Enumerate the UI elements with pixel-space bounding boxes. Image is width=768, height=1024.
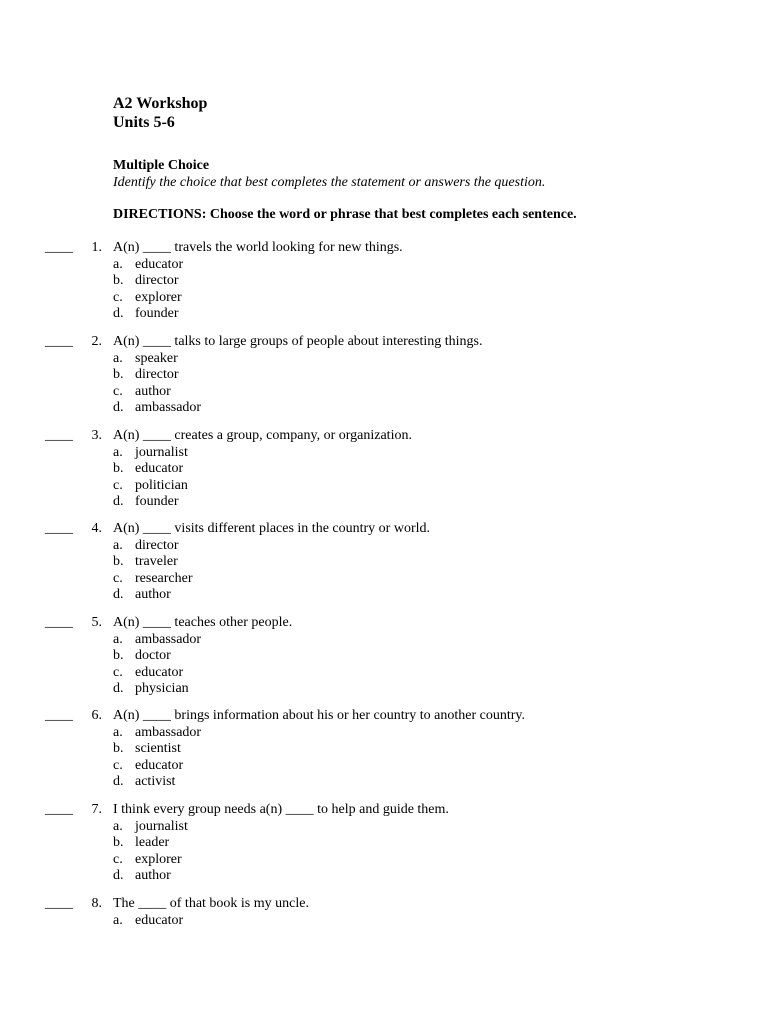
option-text: ambassador: [135, 400, 202, 415]
answer-blank[interactable]: ____: [45, 334, 73, 349]
option-text: educator: [135, 461, 184, 476]
question-number: 5.: [91, 615, 102, 630]
option-letter: d.: [113, 774, 124, 789]
option-text: politician: [135, 477, 188, 493]
option-letter: c.: [113, 383, 123, 399]
option-letter: a.: [113, 256, 123, 272]
option-letter: c.: [113, 757, 123, 773]
option-text: educator: [135, 664, 184, 680]
worksheet-title: A2 Workshop: [113, 95, 208, 112]
option-letter: d.: [113, 306, 124, 321]
answer-blank[interactable]: ____: [45, 521, 73, 536]
answer-blank[interactable]: ____: [45, 428, 73, 443]
answer-blank[interactable]: ____: [45, 896, 73, 911]
section-heading: Multiple Choice: [113, 158, 210, 173]
question-stem: A(n) ____ visits different places in the country or world.: [113, 521, 431, 536]
option-letter: c.: [113, 664, 123, 680]
directions: DIRECTIONS: Choose the word or phrase that best completes each sentence.: [113, 207, 577, 222]
question-number: 4.: [91, 521, 102, 536]
option-text: educator: [135, 912, 184, 928]
option-text: researcher: [135, 570, 193, 586]
option-text: physician: [135, 681, 189, 696]
option-letter: b.: [113, 554, 124, 569]
option-letter: c.: [113, 289, 123, 305]
option-letter: c.: [113, 477, 123, 493]
answer-blank[interactable]: ____: [45, 708, 73, 723]
option-text: doctor: [135, 648, 171, 663]
option-text: director: [135, 273, 179, 288]
question-number: 6.: [91, 708, 102, 723]
option-text: author: [135, 383, 171, 399]
question-stem: A(n) ____ creates a group, company, or organization.: [113, 428, 412, 443]
option-text: ambassador: [135, 724, 202, 740]
question-stem: The ____ of that book is my uncle.: [113, 896, 309, 911]
section-instructions: Identify the choice that best completes the statement or answers the question.: [113, 174, 546, 190]
question-number: 7.: [91, 802, 102, 817]
option-text: educator: [135, 757, 184, 773]
option-letter: b.: [113, 273, 124, 288]
question-number: 1.: [91, 240, 102, 255]
option-text: founder: [135, 494, 179, 509]
option-letter: c.: [113, 570, 123, 586]
option-text: director: [135, 367, 179, 382]
option-letter: a.: [113, 537, 123, 553]
answer-blank[interactable]: ____: [45, 802, 73, 817]
option-letter: d.: [113, 868, 124, 883]
option-text: founder: [135, 306, 179, 321]
option-letter: a.: [113, 912, 123, 928]
option-text: explorer: [135, 289, 182, 305]
option-text: journalist: [135, 444, 188, 460]
worksheet-subtitle: Units 5-6: [113, 114, 175, 131]
option-text: activist: [135, 774, 176, 789]
option-letter: d.: [113, 587, 124, 602]
option-letter: b.: [113, 835, 124, 850]
question-stem: A(n) ____ teaches other people.: [113, 615, 293, 630]
option-text: traveler: [135, 554, 178, 569]
option-letter: a.: [113, 818, 123, 834]
document-title: [113, 94, 207, 132]
question-stem: A(n) ____ talks to large groups of people about interesting things.: [113, 334, 483, 349]
option-text: director: [135, 537, 179, 553]
option-text: ambassador: [135, 631, 202, 647]
option-text: explorer: [135, 851, 182, 867]
question-stem: A(n) ____ brings information about his or her country to another country.: [113, 708, 526, 723]
answer-blank[interactable]: ____: [45, 240, 73, 255]
option-letter: b.: [113, 648, 124, 663]
question-number: 3.: [91, 428, 102, 443]
answer-blank[interactable]: ____: [45, 615, 73, 630]
option-letter: a.: [113, 724, 123, 740]
option-text: speaker: [135, 350, 178, 366]
option-text: educator: [135, 256, 184, 272]
option-text: journalist: [135, 818, 188, 834]
question-stem: A(n) ____ travels the world looking for new things.: [113, 240, 403, 255]
question-stem: I think every group needs a(n) ____ to help and guide them.: [113, 802, 449, 817]
option-text: leader: [135, 835, 170, 850]
option-letter: a.: [113, 350, 123, 366]
option-letter: a.: [113, 444, 123, 460]
section-header: [113, 158, 545, 191]
option-text: scientist: [135, 741, 181, 756]
option-letter: d.: [113, 494, 124, 509]
option-text: author: [135, 868, 171, 883]
option-text: author: [135, 587, 171, 602]
option-letter: d.: [113, 681, 124, 696]
question-number: 2.: [91, 334, 102, 349]
option-letter: c.: [113, 851, 123, 867]
question-number: 8.: [91, 896, 102, 911]
option-letter: b.: [113, 461, 124, 476]
option-letter: a.: [113, 631, 123, 647]
option-letter: b.: [113, 367, 124, 382]
option-letter: b.: [113, 741, 124, 756]
option-letter: d.: [113, 400, 124, 415]
